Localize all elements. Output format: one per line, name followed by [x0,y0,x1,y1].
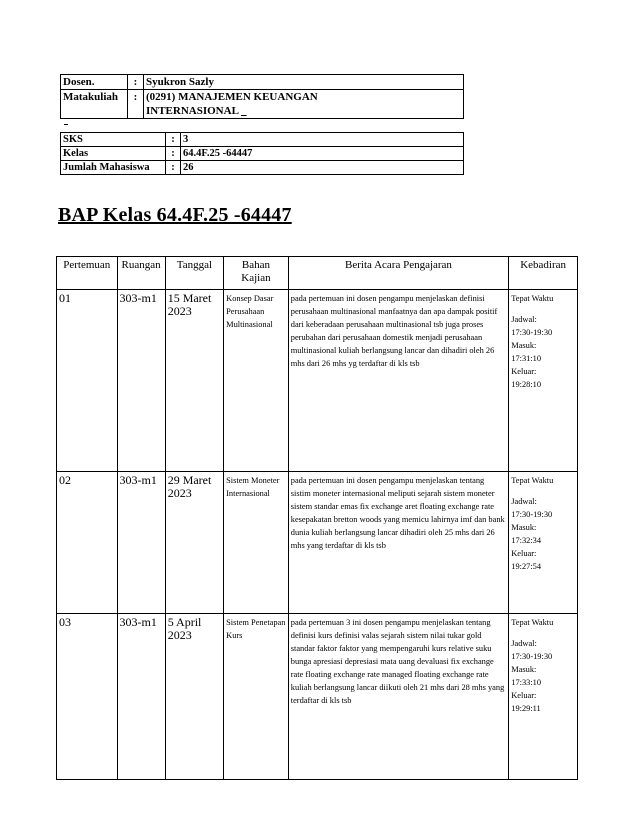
table-header-row [57,257,578,290]
ruangan-cell: 303-m1 [117,614,165,780]
dosen-row [61,75,464,90]
kelas-row [61,147,464,161]
table-row [57,614,578,780]
tepat-waktu-label: Tepat Waktu [511,294,554,303]
tanggal-cell: 5 April 2023 [165,614,223,780]
masuk-label: Masuk: [511,341,537,350]
keluar-value: 19:28:10 [511,380,542,389]
kelas-colon: : [166,147,181,161]
matakuliah-value [144,90,464,119]
jadwal-value: 17:30-19:30 [511,328,553,337]
matakuliah-label: Matakuliah [61,90,128,119]
course-info-table [60,74,464,119]
pertemuan-cell: 01 [57,290,118,472]
berita-acara-cell: pada pertemuan 3 ini dosen pengampu menjelaskan tentang definisi kurs definisi valas sejarah sistem nilai tukar gold standar faktor faktor yang mempengaruhi kurs relative suku bunga apresiasi depresiasi mata uang devaluasi fix exchange rate floating exchange rate managed floating exchange rate kuliah berlangsung lancar diikuti oleh 21 mhs dari 28 mhs yang terdaftar di kls tsb [288,614,509,780]
jadwal-label: Jadwal: [511,497,537,506]
sks-row [61,133,464,147]
jumlah-colon: : [166,161,181,175]
bahan-kajian-cell: Sistem Penetapan Kurs [224,614,289,780]
class-info-table [60,132,464,175]
sks-colon: : [166,133,181,147]
dosen-colon: : [128,75,144,90]
sks-value: 3 [181,133,464,147]
keluar-value: 19:29:11 [511,704,541,713]
jumlah-row [61,161,464,175]
berita-acara-cell: pada pertemuan ini dosen pengampu menjelaskan tentang sistim moneter internasional meliputi sejarah sistem moneter sistem standar emas fix exchange aret floating exchange rate kesepakatan bretton woods yang memicu lahirnya imf dan bank dunia kuliah berlangsung lancar dihadiri oleh 25 mhs dari 26 mhs yang terdaftar di kls tsb [288,472,509,614]
keluar-value: 19:27:54 [511,562,542,571]
dosen-label: Dosen. [61,75,128,90]
dosen-value: Syukron Sazly [144,75,464,90]
header-ruangan: Ruangan [117,257,165,290]
tanggal-cell: 29 Maret 2023 [165,472,223,614]
kelas-label: Kelas [61,147,166,161]
jumlah-value: 26 [181,161,464,175]
tepat-waktu-label: Tepat Waktu [511,476,554,485]
matakuliah-row [61,90,464,119]
header-kehadiran: Kebadiran [509,257,578,290]
page-title: BAP Kelas 64.4F.25 -64447 [58,204,292,226]
kelas-value: 64.4F.25 -64447 [181,147,464,161]
masuk-value: 17:32:34 [511,536,542,545]
kehadiran-cell [509,472,578,614]
keluar-label: Keluar: [511,691,537,700]
header-tanggal: Tanggal [165,257,223,290]
masuk-label: Masuk: [511,665,537,674]
jadwal-value: 17:30-19:30 [511,652,553,661]
sks-label: SKS [61,133,166,147]
jumlah-label: Jumlah Mahasiswa [61,161,166,175]
kehadiran-cell [509,290,578,472]
tanggal-cell: 15 Maret 2023 [165,290,223,472]
berita-acara-cell: pada pertemuan ini dosen pengampu menjelaskan definisi perusahaan multinasional manfaatnya dan apa dampak positif dari keberadaan perusahaan multinasional tsb juga proses perubahan dari perusahaan domestik menjadi perusahaan multinasional kuliah berlangsung lancar dan dihadiri oleh 26 mhs dari 26 mhs yg terdaftar di kls tsb [288,290,509,472]
underline-mark [64,124,68,125]
table-row [57,290,578,472]
jadwal-label: Jadwal: [511,315,537,324]
masuk-value: 17:33:10 [511,678,542,687]
keluar-label: Keluar: [511,549,537,558]
tepat-waktu-label: Tepat Waktu [511,618,554,627]
kehadiran-cell [509,614,578,780]
header-pertemuan: Pertemuan [57,257,118,290]
masuk-value: 17:31:10 [511,354,542,363]
bahan-kajian-cell: Sistem Moneter Internasional [224,472,289,614]
ruangan-cell: 303-m1 [117,472,165,614]
matakuliah-value-line1: (0291) MANAJEMEN KEUANGAN [146,91,318,103]
jadwal-label: Jadwal: [511,639,537,648]
ruangan-cell: 303-m1 [117,290,165,472]
pertemuan-cell: 03 [57,614,118,780]
pertemuan-cell: 02 [57,472,118,614]
header-berita-acara: Berita Acara Pengajaran [288,257,509,290]
table-row [57,472,578,614]
header-bahan-kajian: Bahan Kajian [224,257,289,290]
matakuliah-colon: : [128,90,144,119]
masuk-label: Masuk: [511,523,537,532]
keluar-label: Keluar: [511,367,537,376]
matakuliah-value-line2: INTERNASIONAL [146,105,239,117]
bap-table [56,256,578,780]
bahan-kajian-cell: Konsep Dasar Perusahaan Multinasional [224,290,289,472]
jadwal-value: 17:30-19:30 [511,510,553,519]
